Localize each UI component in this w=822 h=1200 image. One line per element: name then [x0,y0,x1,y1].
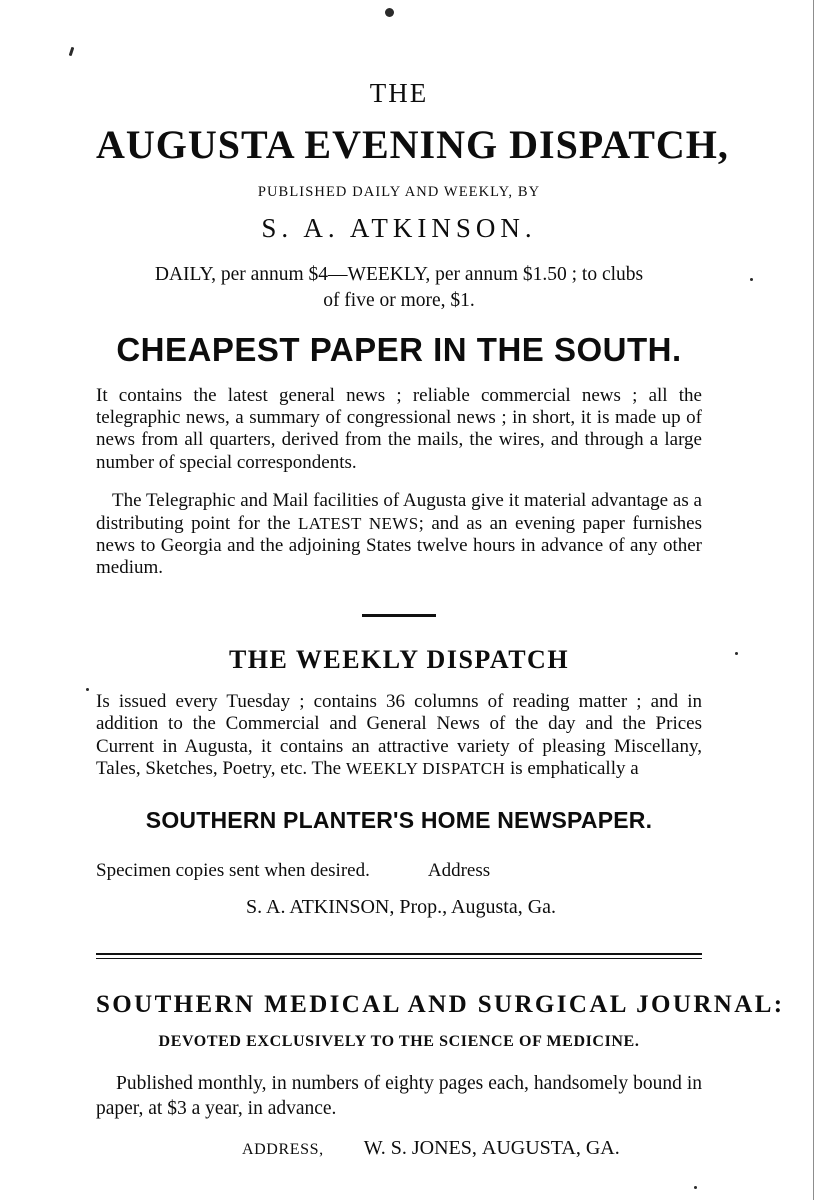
scan-speck [86,688,89,691]
journal-address-label: ADDRESS, [242,1141,324,1159]
journal-address-name: W. S. JONES, [363,1137,477,1160]
horizontal-double-rule [96,953,702,959]
body-paragraph-2-smallcaps: LATEST NEWS [297,513,419,533]
masthead-the: THE [369,78,429,108]
specimen-copies-line [96,860,702,882]
rates-line-2: of five or more, $1. [323,290,475,312]
scan-speck [694,1186,697,1189]
weekly-paragraph [96,691,702,781]
section-divider [362,614,436,617]
scan-speck [735,652,738,655]
rates-line-1: DAILY, per annum $4—WEEKLY, per annum $1.50 ; to clubs [154,264,644,285]
weekly-paragraph-part-2: is emphatically a [505,758,639,780]
masthead-published-line: PUBLISHED DAILY AND WEEKLY, BY [257,184,541,200]
body-paragraph-2-part-1: The Telegraphic and Mail facilities of Augusta give it material advantage as a distributing point for the [96,490,702,534]
specimen-text: Specimen copies sent when desired. [96,859,370,881]
subscription-rates [96,262,702,315]
page-edge-rule [813,0,814,1200]
publisher-signature: S. A. ATKINSON, Prop., Augusta, Ga. [246,895,557,918]
journal-title: SOUTHERN MEDICAL AND SURGICAL JOURNAL: [96,990,785,1018]
specimen-address-label: Address [427,859,491,881]
scan-speck [750,278,753,281]
journal-paragraph: Published monthly, in numbers of eighty pages each, handsomely bound in paper, at $3 a year, in advance. [96,1072,702,1119]
weekly-paragraph-part-1: Is issued every Tuesday ; contains 36 columns of reading matter ; and in addition to the Commercial and General News of the day and the Prices Current in Augusta, it contains an attractive variety of pleasing Miscellany, Tales, Sketches, Poetry, etc. The [96,690,702,780]
masthead-proprietor: S. A. ATKINSON. [261,213,537,243]
journal-address-line [96,1137,702,1160]
body-paragraph-1: It contains the latest general news ; reliable commercial news ; all the telegraphic news, a summary of congressional news ; in short, it is made up of news from all quarters, derived from the mails, the wires, and through a large number of special correspondents. [96,384,702,473]
journal-address-place: AUGUSTA, GA. [481,1137,620,1160]
journal-subtitle: DEVOTED EXCLUSIVELY TO THE SCIENCE OF MEDICINE. [158,1032,640,1050]
weekly-paragraph-smallcaps: WEEKLY DISPATCH [345,759,506,779]
weekly-dispatch-heading: THE WEEKLY DISPATCH [228,644,570,674]
page-content [96,0,785,1160]
planter-home-newspaper-line: SOUTHERN PLANTER'S HOME NEWSPAPER. [145,806,653,833]
masthead-title: AUGUSTA EVENING DISPATCH, [96,122,729,167]
body-paragraph-2 [96,490,702,580]
body-paragraph-2-part-2: ; and as an evening paper furnishes news to Georgia and the adjoining States twelve hours in advance of any other medium. [96,512,702,579]
scan-speck [69,47,75,56]
tagline-cheapest-paper: CHEAPEST PAPER IN THE SOUTH. [116,330,682,368]
